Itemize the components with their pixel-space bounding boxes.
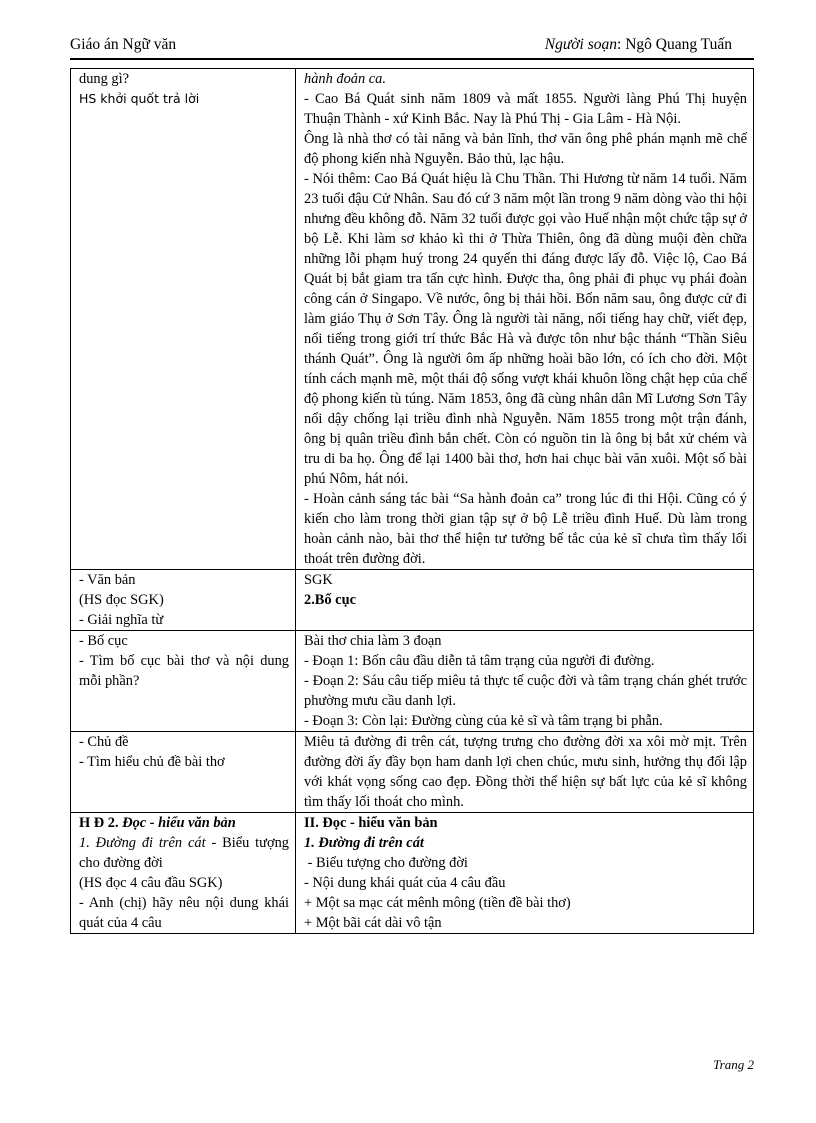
cell-line: - Biểu tượng cho đường đời (304, 855, 468, 871)
table-row (71, 813, 754, 934)
cell-line: dung gì? (79, 71, 129, 87)
activity-title: Đọc - hiểu văn bản (122, 815, 236, 831)
cell-line: - Tìm bố cục bài thơ và nội dung mỗi phần? (79, 653, 289, 689)
right-cell (296, 570, 754, 631)
right-cell (296, 631, 754, 732)
right-cell (296, 69, 754, 570)
activity-label: H Đ 2. (79, 815, 119, 831)
left-cell (71, 631, 296, 732)
cell-line: - Chủ đề (79, 734, 129, 750)
cell-line: - Anh (chị) hãy nêu nội dung khái quát của 4 câu (79, 895, 289, 931)
header-author (545, 36, 732, 54)
right-cell (296, 732, 754, 813)
paragraph: Miêu tả đường đi trên cát, tượng trưng cho đường đời xa xôi mờ mịt. Trên đường đời ấy đầy bọn ham danh lợi chen chúc, mưu sinh, hưởng thụ đối lập với khát vọng sống cao đẹp. Đồng thời thể hiện sự bất lực của kẻ sĩ không tìm thấy lối thoát cho mình. (304, 734, 747, 810)
cell-line: (HS đọc SGK) (79, 592, 164, 608)
paragraph: - Cao Bá Quát sinh năm 1809 và mất 1855. Người làng Phú Thị huyện Thuận Thành - xứ Kinh Bắc. Nay là Phú Thị - Gia Lâm - Hà Nội. (304, 91, 747, 127)
header-rule (70, 58, 754, 60)
cell-line: - Tìm hiểu chủ đề bài thơ (79, 754, 225, 770)
cell-line: 2.Bố cục (304, 592, 356, 608)
page-header (70, 36, 754, 62)
cell-line: - Nội dung khái quát của 4 câu đầu (304, 875, 506, 891)
left-cell (71, 813, 296, 934)
cell-line: - Văn bản (79, 572, 136, 588)
header-author-name: : Ngô Quang Tuấn (617, 36, 732, 53)
left-cell (71, 570, 296, 631)
lesson-table (70, 68, 754, 934)
item-title: 1. Đường đi trên cát (79, 835, 206, 851)
cell-line (79, 833, 289, 873)
cell-line: HS khởi quốt trả lời (79, 91, 200, 106)
section-subheading: 1. Đường đi trên cát (304, 835, 424, 851)
left-cell (71, 69, 296, 570)
cell-line (79, 813, 289, 833)
cell-line: Bài thơ chia làm 3 đoạn (304, 633, 442, 649)
table-row (71, 570, 754, 631)
cell-line: - Giải nghĩa từ (79, 612, 164, 628)
header-subject: Giáo án Ngữ văn (70, 36, 177, 53)
cell-line: + Một sa mạc cát mênh mông (tiền đề bài thơ) (304, 895, 571, 911)
table-row (71, 69, 754, 570)
right-cell (296, 813, 754, 934)
section-heading: II. Đọc - hiểu văn bản (304, 815, 438, 831)
cell-line: (HS đọc 4 câu đầu SGK) (79, 875, 223, 891)
paragraph: Ông là nhà thơ có tài năng và bản lĩnh, thơ văn ông phê phán mạnh mẽ chế độ phong kiến nhà Nguyễn. Bảo thủ, lạc hậu. (304, 131, 747, 167)
paragraph: - Hoàn cảnh sáng tác bài “Sa hành đoản ca” trong lúc đi thi Hội. Cũng có ý kiến cho làm trong thời gian tập sự ở bộ Lễ triều đình Huế. Dù làm trong hoàn cảnh nào, bài thơ thể hiện tư tưởng bế tắc của kẻ sĩ chưa tìm thấy lối thoát trên đường đời. (304, 491, 747, 567)
cell-line: - Đoạn 1: Bốn câu đầu diễn tả tâm trạng của người đi đường. (304, 653, 655, 669)
cell-line: + Một bãi cát dài vô tận (304, 915, 442, 931)
page-number: Trang 2 (713, 1057, 754, 1072)
table-row (71, 732, 754, 813)
cell-line: hành đoản ca. (304, 71, 386, 87)
header-author-label: Người soạn (544, 36, 618, 53)
paragraph: - Nói thêm: Cao Bá Quát hiệu là Chu Thần. Thi Hương từ năm 14 tuổi. Năm 23 tuổi đậu Cử Nhân. Sau đó cứ 3 năm một lần trong 9 năm dòng vào thi hội nhưng đều không đỗ. Năm 32 tuổi được gọi vào Huế nhận một chức tập sự ở bộ Lễ. Khi làm sơ khảo kì thi ở Thừa Thiên, ông đã dùng muội đèn chữa những lỗi phạm huý trong 24 quyển thi đáng được lấy đỗ. Việc lộ, Cao Bá Quát bị bắt giam tra tấn cực hình. Được tha, ông phải đi phục vụ phái đoàn công cán ở Singapo. Về nước, ông bị thải hồi. Bốn năm sau, ông được cử đi làm giáo Thụ ở Sơn Tây. Ông là người tài năng, nổi tiếng hay chữ, viết đẹp, nổi tiếng trong giới trí thức Bắc Hà và được tôn như bậc thánh “Thần Siêu thánh Quát”. Ông là người ôm ấp những hoài bão lớn, có ích cho đời. Một tính cách mạnh mẽ, một thái độ sống vượt khái khuôn lồng chật hẹp của chế độ phong kiến tù túng. Năm 1853, ông đã cùng nhân dân Mĩ Lương Sơn Tây nổi dậy chống lại triều đình nhà Nguyễn. Năm 1855 trong một trận đánh, ông bị quân triều đình bắn chết. Còn có nguồn tin là ông bị bắt xử chém và tru di ba họ. Ông để lại 1400 bài thơ, hơn hai chục bài văn xuôi. Một số bài phú Nôm, hát nói. (304, 171, 747, 487)
cell-line: SGK (304, 572, 333, 588)
left-cell (71, 732, 296, 813)
cell-line: - Bố cục (79, 633, 128, 649)
cell-line: - Đoạn 3: Còn lại: Đường cùng của kẻ sĩ và tâm trạng bi phẫn. (304, 713, 663, 729)
table-row (71, 631, 754, 732)
item-rest: - Biểu tượng cho đường đời (79, 835, 289, 871)
cell-line: - Đoạn 2: Sáu câu tiếp miêu tả thực tế cuộc đời và tâm trạng chán ghét trước phường mưu cầu danh lợi. (304, 673, 747, 709)
